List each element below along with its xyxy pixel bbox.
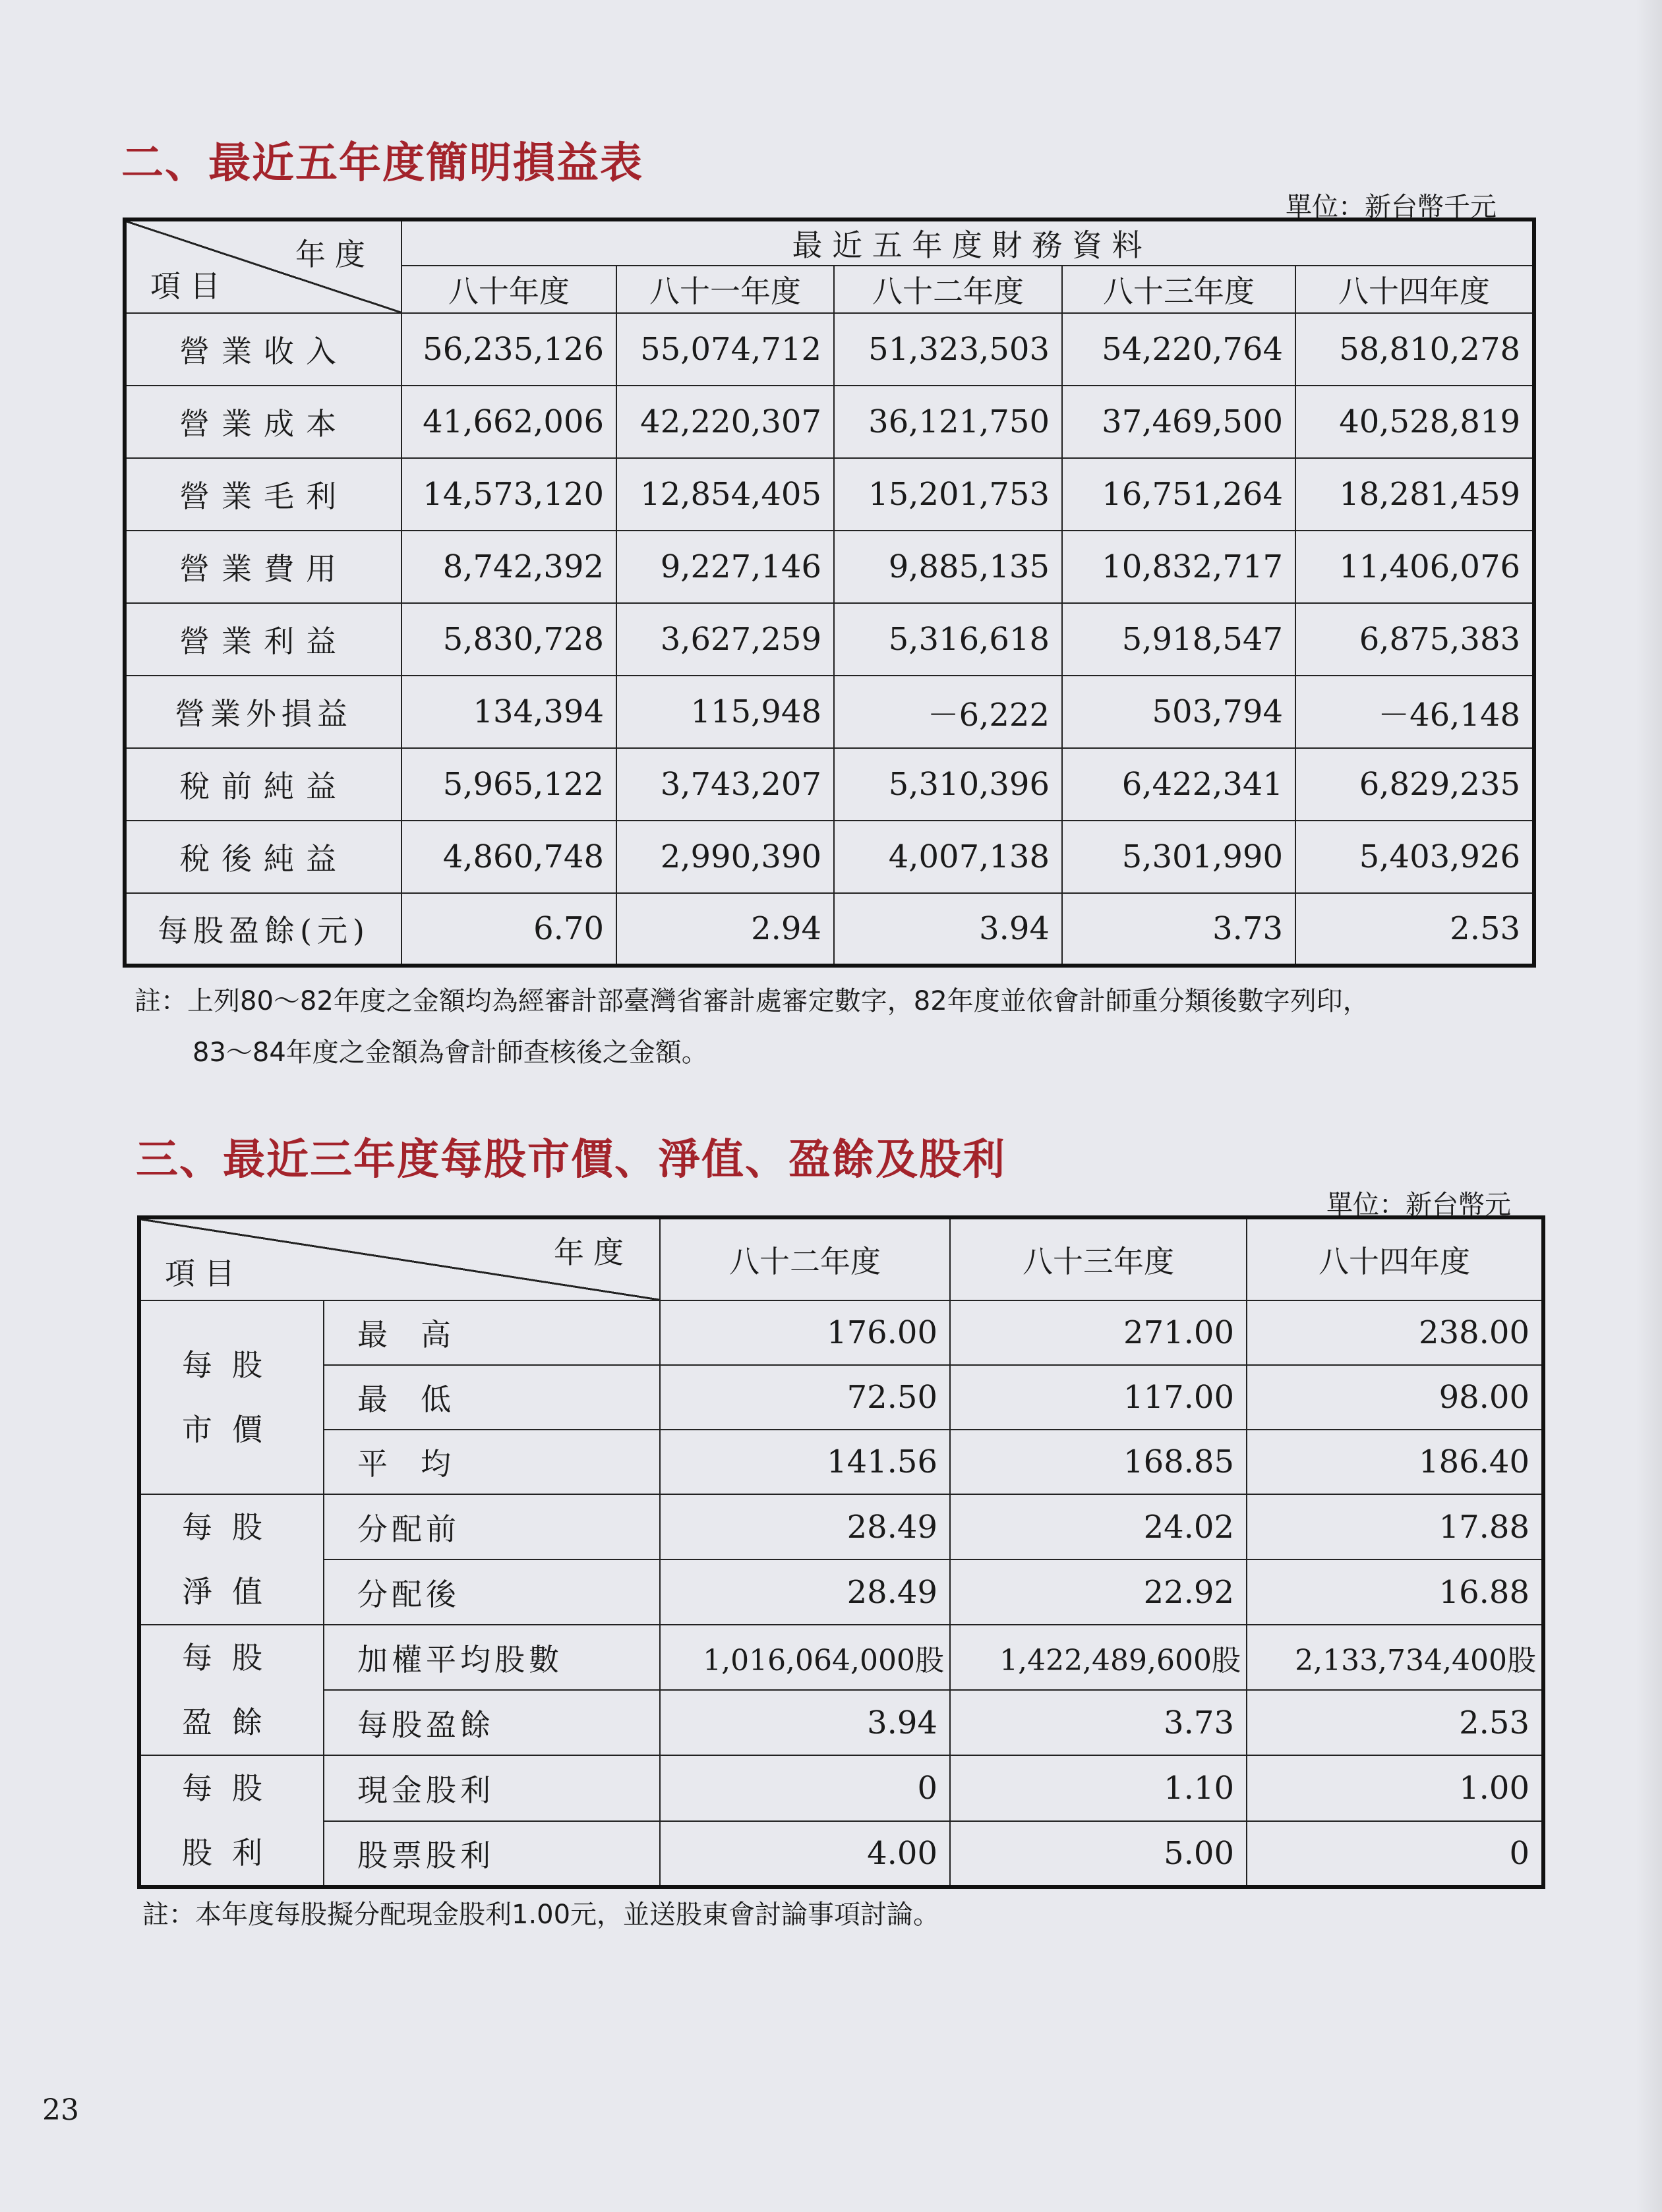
value-cell: 1.10	[950, 1755, 1247, 1821]
value-cell: 11,406,076	[1295, 531, 1534, 603]
item-label: 每股盈餘	[324, 1690, 660, 1755]
value-cell: 58,810,278	[1295, 313, 1534, 386]
value-cell: 6.70	[401, 893, 616, 966]
group-label-line2: 盈餘	[182, 1704, 282, 1740]
value-cell: 41,662,006	[401, 386, 616, 458]
year-header: 八十二年度	[660, 1217, 950, 1300]
item-label: 現金股利	[324, 1755, 660, 1821]
value-cell: 2,990,390	[616, 821, 834, 893]
table-row	[125, 458, 1534, 531]
table-row	[139, 1559, 1543, 1625]
item-label: 分配後	[324, 1559, 660, 1625]
value-cell: 9,885,135	[834, 531, 1062, 603]
section2-note-line1: 註：上列80～82年度之金額均為經審計部臺灣省審計處審定數字，82年度並依會計師重分類後數字列印，	[134, 986, 1369, 1016]
value-cell: 37,469,500	[1062, 386, 1295, 458]
year-header: 八十四年度	[1295, 266, 1534, 313]
value-cell: 16.88	[1247, 1559, 1543, 1625]
value-cell: 5,918,547	[1062, 603, 1295, 676]
table-row	[139, 1690, 1543, 1755]
group-label-line2: 市價	[182, 1412, 282, 1447]
corner-item-label: 項目	[150, 268, 229, 304]
table-row	[125, 821, 1534, 893]
row-label: 每股盈餘(元)	[125, 893, 401, 966]
value-cell: 2,133,734,400股	[1247, 1625, 1543, 1690]
row-label: 營業收入	[125, 313, 401, 386]
item-label: 最高	[324, 1300, 660, 1365]
value-cell: 72.50	[660, 1365, 950, 1430]
year-header: 八十三年度	[1062, 266, 1295, 313]
table-row	[139, 1494, 1543, 1559]
value-cell: 54,220,764	[1062, 313, 1295, 386]
group-label-line1: 每股	[182, 1347, 282, 1383]
group-label-line2: 淨值	[182, 1574, 282, 1610]
value-cell: 3,627,259	[616, 603, 834, 676]
page-edge-shadow	[1636, 0, 1662, 2212]
value-cell: 8,742,392	[401, 531, 616, 603]
table-row	[139, 1755, 1543, 1821]
section2-note-line2: 83～84年度之金額為會計師查核後之金額。	[193, 1037, 708, 1068]
group-header: 最 近 五 年 度 財 務 資 料	[401, 219, 1534, 266]
value-cell: 1,016,064,000股	[660, 1625, 950, 1690]
group-label	[139, 1625, 324, 1755]
table-row	[139, 1625, 1543, 1690]
group-label	[139, 1755, 324, 1887]
table-row	[125, 386, 1534, 458]
value-cell: 271.00	[950, 1300, 1247, 1365]
item-label: 分配前	[324, 1494, 660, 1559]
value-cell: 5.00	[950, 1821, 1247, 1887]
section2-title: 二、最近五年度簡明損益表	[121, 139, 643, 188]
group-label-line2: 股利	[182, 1835, 282, 1871]
row-label: 稅後純益	[125, 821, 401, 893]
value-cell: 6,875,383	[1295, 603, 1534, 676]
value-cell: 3.73	[1062, 893, 1295, 966]
value-cell: 3.94	[660, 1690, 950, 1755]
value-cell: 4,860,748	[401, 821, 616, 893]
corner-header	[125, 219, 401, 313]
group-label-line1: 每股	[182, 1640, 282, 1675]
table-row	[125, 748, 1534, 821]
section2-unit: 單位：新台幣千元	[1286, 192, 1497, 222]
year-header: 八十四年度	[1247, 1217, 1543, 1300]
row-label: 稅前純益	[125, 748, 401, 821]
value-cell: 0	[660, 1755, 950, 1821]
value-cell: 28.49	[660, 1559, 950, 1625]
value-cell: 141.56	[660, 1430, 950, 1494]
row-label: 營業費用	[125, 531, 401, 603]
value-cell: 40,528,819	[1295, 386, 1534, 458]
row-label: 營業利益	[125, 603, 401, 676]
section3-note: 註：本年度每股擬分配現金股利1.00元，並送股東會討論事項討論。	[142, 1900, 940, 1930]
per-share-body	[139, 1300, 1543, 1887]
value-cell: 6,829,235	[1295, 748, 1534, 821]
value-cell: 5,965,122	[401, 748, 616, 821]
value-cell: 186.40	[1247, 1430, 1543, 1494]
value-cell: －6,222	[834, 676, 1062, 748]
value-cell: 98.00	[1247, 1365, 1543, 1430]
income-statement-table	[123, 218, 1536, 968]
value-cell: 5,830,728	[401, 603, 616, 676]
row-label: 營業成本	[125, 386, 401, 458]
item-label: 加權平均股數	[324, 1625, 660, 1690]
year-header: 八十年度	[401, 266, 616, 313]
value-cell: 168.85	[950, 1430, 1247, 1494]
value-cell: 3.73	[950, 1690, 1247, 1755]
table-row	[139, 1300, 1543, 1365]
value-cell: 4.00	[660, 1821, 950, 1887]
value-cell: 56,235,126	[401, 313, 616, 386]
value-cell: 2.53	[1295, 893, 1534, 966]
per-share-header-row	[139, 1217, 1543, 1300]
item-label: 股票股利	[324, 1821, 660, 1887]
value-cell: 2.94	[616, 893, 834, 966]
value-cell: 17.88	[1247, 1494, 1543, 1559]
value-cell: 10,832,717	[1062, 531, 1295, 603]
value-cell: 6,422,341	[1062, 748, 1295, 821]
value-cell: 36,121,750	[834, 386, 1062, 458]
value-cell: －46,148	[1295, 676, 1534, 748]
table-row	[139, 1430, 1543, 1494]
table-row	[125, 603, 1534, 676]
value-cell: 3,743,207	[616, 748, 834, 821]
corner-year-label-2: 年度	[554, 1235, 633, 1270]
value-cell: 117.00	[950, 1365, 1247, 1430]
page-number: 23	[42, 2093, 79, 2127]
value-cell: 55,074,712	[616, 313, 834, 386]
per-share-table	[137, 1215, 1545, 1889]
value-cell: 115,948	[616, 676, 834, 748]
value-cell: 0	[1247, 1821, 1543, 1887]
value-cell: 5,310,396	[834, 748, 1062, 821]
table-row	[125, 893, 1534, 966]
value-cell: 42,220,307	[616, 386, 834, 458]
section3-title: 三、最近三年度每股市價、淨值、盈餘及股利	[136, 1136, 1006, 1184]
value-cell: 14,573,120	[401, 458, 616, 531]
corner-header-2	[139, 1217, 660, 1300]
value-cell: 12,854,405	[616, 458, 834, 531]
value-cell: 15,201,753	[834, 458, 1062, 531]
corner-year-label: 年度	[295, 237, 374, 272]
table-row	[139, 1821, 1543, 1887]
value-cell: 16,751,264	[1062, 458, 1295, 531]
value-cell: 9,227,146	[616, 531, 834, 603]
table-row	[125, 676, 1534, 748]
group-label-line1: 每股	[182, 1509, 282, 1545]
group-label	[139, 1494, 324, 1625]
table-row	[125, 313, 1534, 386]
year-header: 八十一年度	[616, 266, 834, 313]
section2-note	[134, 975, 1369, 1078]
value-cell: 1.00	[1247, 1755, 1543, 1821]
value-cell: 5,403,926	[1295, 821, 1534, 893]
value-cell: 3.94	[834, 893, 1062, 966]
value-cell: 134,394	[401, 676, 616, 748]
row-label: 營業毛利	[125, 458, 401, 531]
year-header: 八十三年度	[950, 1217, 1247, 1300]
value-cell: 176.00	[660, 1300, 950, 1365]
corner-item-label-2: 項目	[165, 1256, 244, 1291]
group-label-line1: 每股	[182, 1770, 282, 1806]
year-header: 八十二年度	[834, 266, 1062, 313]
table-row	[125, 531, 1534, 603]
value-cell: 5,301,990	[1062, 821, 1295, 893]
value-cell: 1,422,489,600股	[950, 1625, 1247, 1690]
group-label	[139, 1300, 324, 1494]
value-cell: 18,281,459	[1295, 458, 1534, 531]
row-label: 營業外損益	[125, 676, 401, 748]
item-label: 平均	[324, 1430, 660, 1494]
income-statement-body	[125, 313, 1534, 966]
value-cell: 22.92	[950, 1559, 1247, 1625]
value-cell: 4,007,138	[834, 821, 1062, 893]
value-cell: 24.02	[950, 1494, 1247, 1559]
value-cell: 5,316,618	[834, 603, 1062, 676]
value-cell: 2.53	[1247, 1690, 1543, 1755]
section3-unit: 單位：新台幣元	[1326, 1190, 1511, 1220]
value-cell: 51,323,503	[834, 313, 1062, 386]
item-label: 最低	[324, 1365, 660, 1430]
value-cell: 238.00	[1247, 1300, 1543, 1365]
value-cell: 28.49	[660, 1494, 950, 1559]
table-row	[139, 1365, 1543, 1430]
value-cell: 503,794	[1062, 676, 1295, 748]
